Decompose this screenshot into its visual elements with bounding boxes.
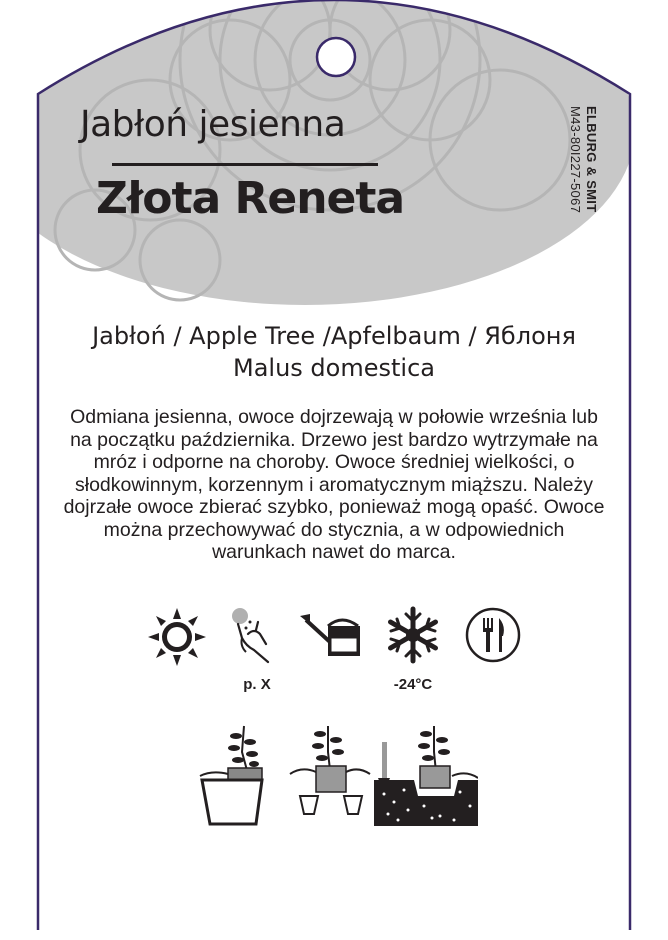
planting-step-potted-icon [198, 722, 272, 826]
title-line-2: Złota Reneta [96, 173, 405, 224]
planting-step-remove-pot-icon [288, 722, 372, 818]
snowflake-icon [384, 606, 442, 664]
fork-knife-icon [464, 606, 522, 664]
planting-step-plant-soil-icon [374, 722, 478, 826]
title-divider [112, 163, 378, 166]
hand-pollination-icon [228, 604, 284, 666]
common-names: Jabłoń / Apple Tree /Apfelbaum / Яблоня [92, 322, 576, 350]
frost-caption: -24°C [393, 676, 433, 693]
latin-name: Malus domestica [233, 354, 435, 382]
title-line-1: Jabłoń jesienna [80, 104, 346, 145]
product-code: M43-80I227-5067 [568, 106, 583, 214]
watering-can-icon [300, 612, 366, 658]
description: Odmiana jesienna, owoce dojrzewają w połowie września lub na początku października. Drzewo jest bardzo wytrzymałe na mróz i odporne na choroby. Owoce średniej wielkości, o słodkowinnym, korzennym i aromatycznym miąższu. Należy dojrzałe owoce zbierać szybko, ponieważ mogą opaść. Owoce można przechowywać do stycznia, a w odpowiednich warunkach nawet do marca. [63, 406, 605, 563]
brand-name: ELBURG & SMIT [584, 106, 599, 213]
hang-hole [317, 38, 355, 76]
pollination-caption: p. X [243, 676, 271, 693]
sun-icon [148, 608, 206, 666]
